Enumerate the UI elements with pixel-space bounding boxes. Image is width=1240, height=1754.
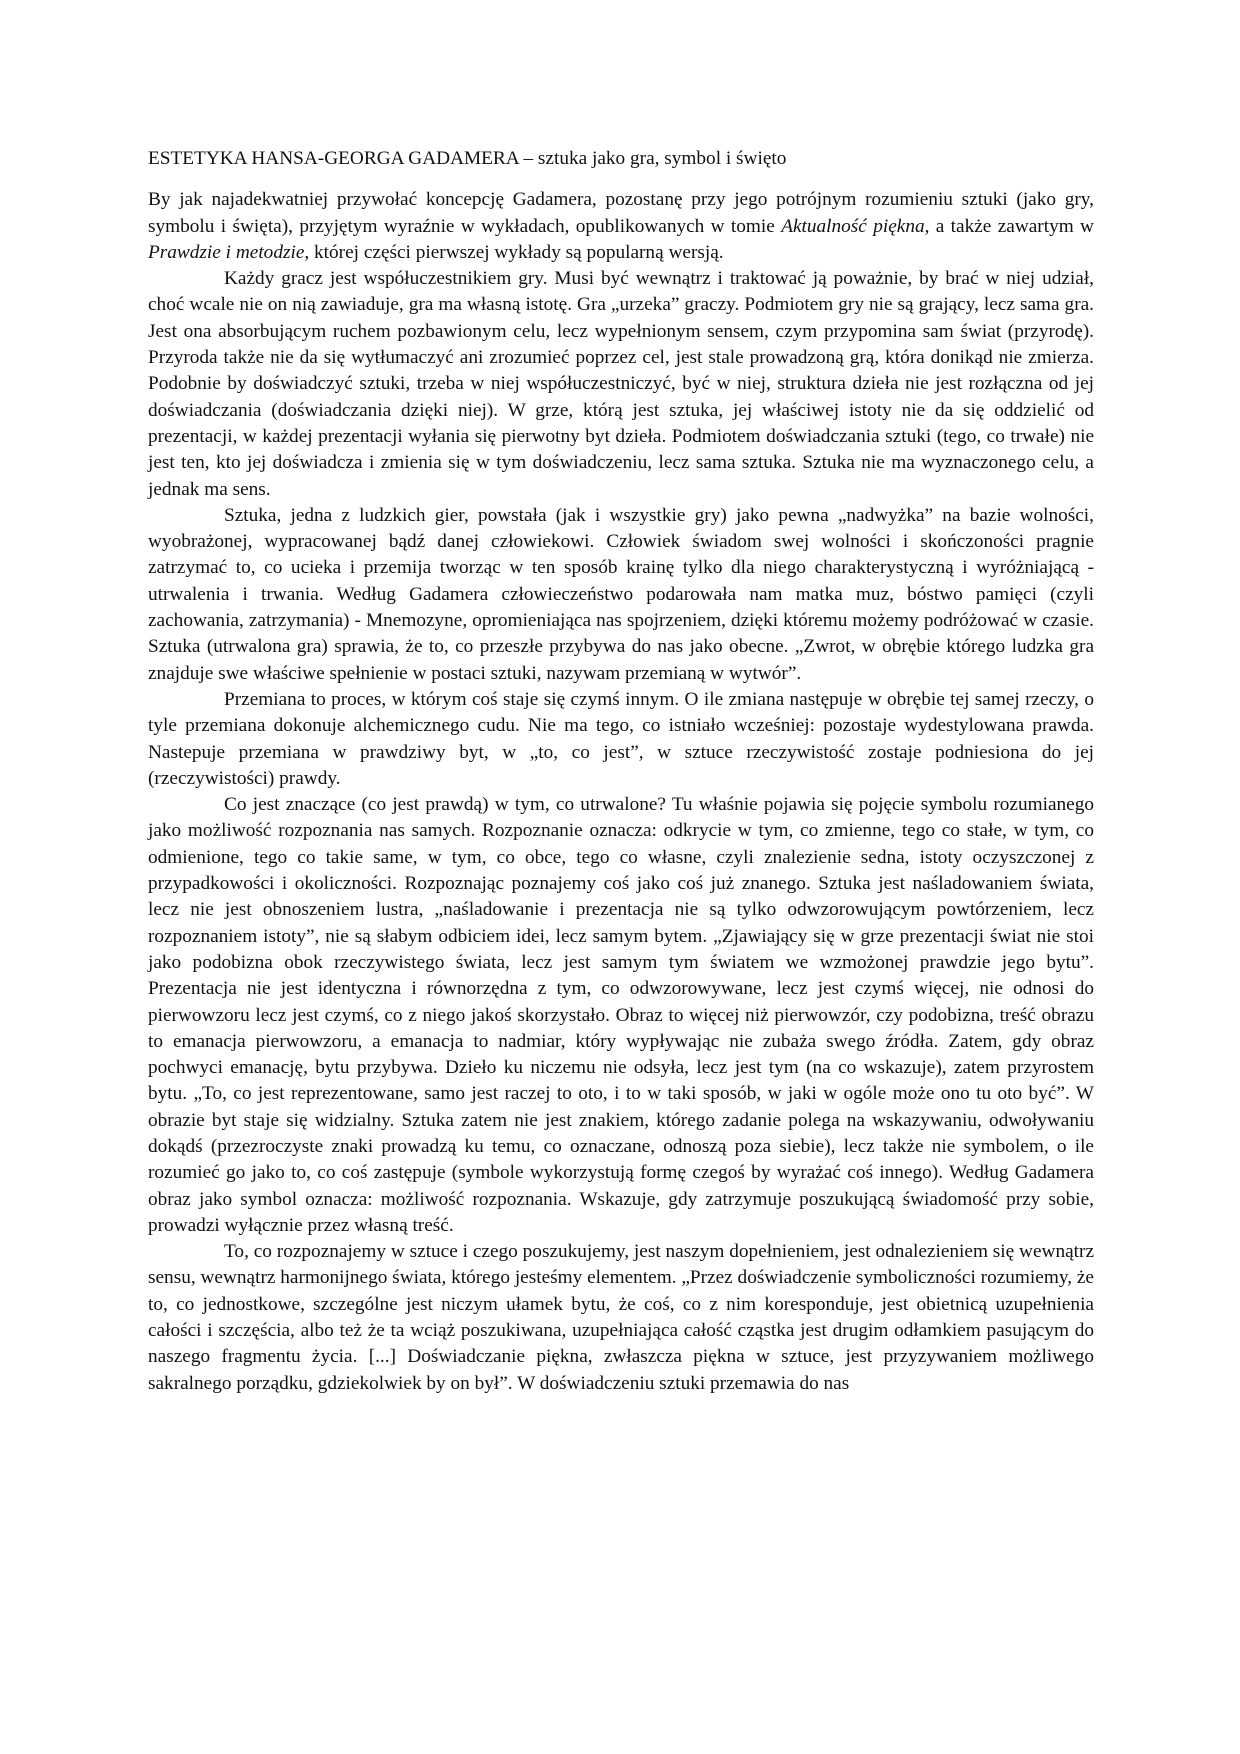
document-page (148, 146, 1094, 1397)
document-title: ESTETYKA HANSA-GEORGA GADAMERA – sztuka jako gra, symbol i święto (148, 148, 787, 169)
book-title-prawda-i-metoda: Prawdzie i metodzie (148, 241, 305, 263)
intro-paragraph (148, 187, 1094, 266)
intro-text-2: , a także zawartym w (924, 215, 1094, 237)
paragraph-symbol: Co jest znaczące (co jest prawdą) w tym, co utrwalone? Tu właśnie pojawia się pojęcie symbolu rozumianego jako możliwość rozpoznania nas samych. Rozpoznanie oznacza: odkrycie w tym, co zmienne, tego co stałe, w tym, co odmienione, tego co takie same, w tym, co obce, tego co własne, czyli znalezienie sedna, istoty oczyszczonej z przypadkowości i okoliczności. Rozpoznając poznajemy coś jako coś już znanego. Sztuka jest naśladowaniem świata, lecz nie jest obnoszeniem lustra, „naśladowanie i prezentacja nie są tylko odwzorowującym powtórzeniem, lecz rozpoznaniem istoty”, nie są słabym odbiciem idei, lecz samym bytem. „Zjawiający się w grze prezentacji świat nie stoi jako podobizna obok rzeczywistego świata, lecz jest samym tym światem we wzmożonej prawdzie jego bytu”. Prezentacja nie jest identyczna i równorzędna z tym, co odwzorowywane, lecz jest czymś więcej, nie odnosi do pierwowzoru lecz jest czymś, co z niego jakoś skorzystało. Obraz to więcej niż pierwowzór, czy podobizna, treść obrazu to emanacja pierwowzoru, a emanacja to nadmiar, który wypływając nie zubaża swego źródła. Zatem, gdy obraz pochwyci emanację, bytu przybywa. Dzieło ku niczemu nie odsyła, lecz jest tym (na co wskazuje), zatem przyrostem bytu. „To, co jest reprezentowane, samo jest raczej to oto, i to w taki sposób, w jaki w ogóle może ono tu oto być”. W obrazie byt staje się widzialny. Sztuka zatem nie jest znakiem, którego zadanie polega na wskazywaniu, odwoływaniu dokądś (przezroczyste znaki prowadzą ku temu, co oznaczane, odnoszą poza siebie), lecz także nie symbolem, o ile rozumieć go jako to, co coś zastępuje (symbole wykorzystują formę czegoś by wyrażać coś innego). Według Gadamera obraz jako symbol oznacza: możliwość rozpoznania. Wskazuje, gdy zatrzymuje poszukującą świadomość przy sobie, prowadzi wyłącznie przez własną treść. (148, 794, 1094, 1236)
paragraph-art-as-game: Sztuka, jedna z ludzkich gier, powstała (jak i wszystkie gry) jako pewna „nadwyżka” na bazie wolności, wyobrażonej, wypracowanej bądź danej człowiekowi. Człowiek świadom swej wolności i skończoności pragnie zatrzymać to, co ucieka i przemija tworząc w ten sposób krainę tylko dla niego charakterystyczną i wyróżniającą - utrwalenia i trwania. Według Gadamera człowieczeństwo podarowała nam matka muz, bóstwo pamięci (czyli zachowania, zatrzymania) - Mnemozyne, opromieniająca nas spojrzeniem, dzięki któremu możemy podróżować w czasie. Sztuka (utrwalona gra) sprawia, że to, co przeszłe przybywa do nas jako obecne. „Zwrot, w obrębie którego ludzka gra znajduje swe właściwe spełnienie w postaci sztuki, nazywam przemianą w wytwór”. (148, 504, 1094, 684)
book-title-aktualnosc: Aktualność piękna (781, 215, 925, 237)
paragraph-game: Każdy gracz jest współuczestnikiem gry. Musi być wewnątrz i traktować ją poważnie, by brać w niej udział, choć wcale nie on nią zawiaduje, gra ma własną istotę. Gra „urzeka” graczy. Podmiotem gry nie są grający, lecz sama gra. Jest ona absorbującym ruchem pozbawionym celu, lecz wypełnionym sensem, czym przypomina sam świat (przyrodę). Przyroda także nie da się wytłumaczyć ani zrozumieć poprzez cel, jest stale prowadzoną grą, która donikąd nie zmierza. Podobnie by doświadczyć sztuki, trzeba w niej współuczestniczyć, być w niej, struktura dzieła nie jest rozłączna od jej doświadczania (doświadczania dzięki niej). W grze, którą jest sztuka, jej właściwej istoty nie da się oddzielić od prezentacji, w każdej prezentacji wyłania się pierwotny byt dzieła. Podmiotem doświadczania sztuki (tego, co trwałe) nie jest ten, kto jej doświadcza i zmienia się w tym doświadczeniu, lecz sama sztuka. Sztuka nie ma wyznaczonego celu, a jednak ma sens. (148, 268, 1094, 500)
intro-text-3: , której części pierwszej wykłady są popularną wersją. (304, 241, 724, 263)
paragraph-recognition: To, co rozpoznajemy w sztuce i czego poszukujemy, jest naszym dopełnieniem, jest odnalezieniem się wewnątrz sensu, wewnątrz harmonijnego świata, którego jesteśmy elementem. „Przez doświadczenie symboliczności rozumiemy, że to, co jednostkowe, szczególne jest niczym ułamek bytu, że coś, co z nim koresponduje, jest obietnicą uzupełnienia całości i szczęścia, albo też że ta wciąż poszukiwana, uzupełniająca całość cząstka jest drugim odłamkiem pasującym do naszego fragmentu życia. [...] Doświadczanie piękna, zwłaszcza piękna w sztuce, jest przyzywaniem możliwego sakralnego porządku, gdziekolwiek by on był”. W doświadczeniu sztuki przemawia do nas (148, 1241, 1094, 1394)
paragraph-transformation: Przemiana to proces, w którym coś staje się czymś innym. O ile zmiana następuje w obrębie tej samej rzeczy, o tyle przemiana dokonuje alchemicznego cudu. Nie ma tego, co istniało wcześniej: pozostaje wydestylowana prawda. Nastepuje przemiana w prawdziwy byt, w „to, co jest”, w sztuce rzeczywistość zostaje podniesiona do jej (rzeczywistości) prawdy. (148, 688, 1094, 789)
intro-text-1: By jak najadekwatniej przywołać koncepcję Gadamera, pozostanę przy jego potrójnym rozumieniu sztuki (jako gry, symbolu i święta), przyjętym wyraźnie w wykładach, opublikowanych w tomie (148, 189, 1094, 237)
